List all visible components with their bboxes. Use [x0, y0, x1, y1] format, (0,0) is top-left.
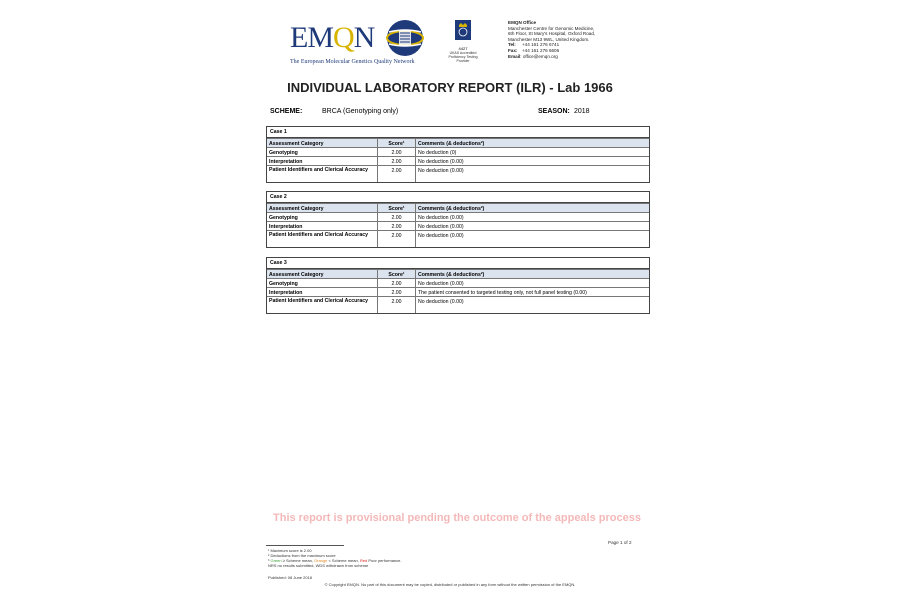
table-header-row [267, 269, 649, 278]
table-row [267, 156, 649, 165]
emqn-logo [290, 20, 440, 70]
footnote: ¹ Maximum score is 2.00 [268, 548, 312, 553]
table-row [267, 296, 649, 313]
row-category: Interpretation [267, 157, 378, 165]
row-comment: No deduction (0.00) [418, 159, 464, 165]
legend-orange: Orange [314, 558, 328, 563]
office-email: Email: office@emqn.org [508, 53, 558, 59]
footnote-legend: ³ Green ≥ Scheme mean, Orange < Scheme mean, Red Poor performance. [268, 558, 402, 563]
header-score: Score¹ [378, 139, 416, 147]
row-comment: No deduction (0.00) [418, 281, 464, 287]
row-score: 2.00 [378, 157, 416, 165]
header-comments: Comments (& deductions²) [418, 141, 485, 147]
office-tel: Tel: +44 161 276 6741 [508, 42, 560, 48]
case-title: Case 3 [267, 258, 649, 269]
header-score: Score¹ [378, 204, 416, 212]
ukas-crown-icon [455, 20, 471, 40]
header-comments: Comments (& deductions²) [418, 272, 485, 278]
row-comment: No deduction (0.00) [418, 168, 464, 174]
office-line: Manchester Centre for Genomic Medicine, [508, 25, 595, 31]
logo-subtitle: The European Molecular Genetics Quality Network [290, 59, 415, 65]
case-title: Case 2 [267, 192, 649, 203]
row-score: 2.00 [378, 279, 416, 287]
row-category: Interpretation [267, 288, 378, 296]
row-comment: No deduction (0.00) [418, 224, 464, 230]
row-comment: The patient consented to targeted testing only, not full panel testing (0.00) [418, 290, 587, 296]
row-category: Genotyping [267, 213, 378, 221]
logo-wordmark: EMQN [290, 21, 375, 54]
row-category: Patient Identifiers and Clerical Accuracy [267, 297, 378, 313]
row-comment: No deduction (0.00) [418, 233, 464, 239]
legend-red: Red [359, 558, 368, 563]
row-category: Patient Identifiers and Clerical Accuracy [267, 231, 378, 247]
row-category: Patient Identifiers and Clerical Accuracy [267, 166, 378, 182]
office-fax: Fax: +44 161 276 6606 [508, 47, 560, 53]
ukas-mark [448, 20, 478, 70]
row-score: 2.00 [378, 213, 416, 221]
case-table [266, 126, 650, 183]
case-table [266, 191, 650, 248]
ukas-number: 4427 [458, 46, 468, 51]
row-category: Interpretation [267, 222, 378, 230]
table-row [267, 212, 649, 221]
season-value: 2018 [574, 108, 590, 115]
row-score: 2.00 [378, 231, 416, 247]
table-header-row [267, 138, 649, 147]
footnote: NRS no results submitted, WDS withdrawn from scheme [268, 563, 369, 568]
row-score: 2.00 [378, 297, 416, 313]
office-address [508, 20, 595, 59]
case-title: Case 1 [267, 127, 649, 138]
provisional-notice: This report is provisional pending the outcome of the appeals process [273, 512, 641, 524]
header-category: Assessment Category [267, 204, 378, 212]
office-line: Manchester M13 9WL, United Kingdom. [508, 36, 590, 42]
scheme-label: SCHEME: [270, 108, 303, 115]
table-row [267, 221, 649, 230]
header-category: Assessment Category [267, 270, 378, 278]
table-row [267, 147, 649, 156]
table-row [267, 230, 649, 247]
office-title: EMQN Office [508, 20, 537, 25]
legend-green: Green [270, 558, 282, 563]
footnote: ² Deductions from the maximum score [268, 553, 336, 558]
copyright-notice: © Copyright EMQN. No part of this document may be copied, distributed or published in any form without the written permission of the EMQN. [324, 582, 576, 587]
row-score: 2.00 [378, 148, 416, 156]
globe-icon [385, 18, 425, 58]
scheme-value: BRCA (Genotyping only) [322, 108, 399, 115]
season-label: SEASON: [538, 108, 570, 115]
report-title: INDIVIDUAL LABORATORY REPORT (ILR) - Lab 1966 [287, 80, 613, 95]
footnote-divider [266, 545, 344, 546]
office-line: 6th Floor, St Mary's Hospital, Oxford Road, [508, 31, 596, 37]
row-comment: No deduction (0) [418, 150, 457, 156]
row-category: Genotyping [267, 279, 378, 287]
footnotes [268, 548, 402, 568]
case-table [266, 257, 650, 314]
ukas-text: UKAS Accredited Proficiency Testing Provider [448, 51, 478, 63]
table-header-row [267, 203, 649, 212]
row-comment: No deduction (0.00) [418, 215, 464, 221]
published-date: Published: 08 June 2018 [268, 575, 313, 580]
row-score: 2.00 [378, 222, 416, 230]
header-score: Score¹ [378, 270, 416, 278]
page-number: Page 1 of 2 [608, 540, 632, 545]
table-row [267, 287, 649, 296]
row-comment: No deduction (0.00) [418, 299, 464, 305]
header-category: Assessment Category [267, 139, 378, 147]
row-category: Genotyping [267, 148, 378, 156]
header-comments: Comments (& deductions²) [418, 206, 485, 212]
row-score: 2.00 [378, 166, 416, 182]
table-row [267, 165, 649, 182]
row-score: 2.00 [378, 288, 416, 296]
table-row [267, 278, 649, 287]
